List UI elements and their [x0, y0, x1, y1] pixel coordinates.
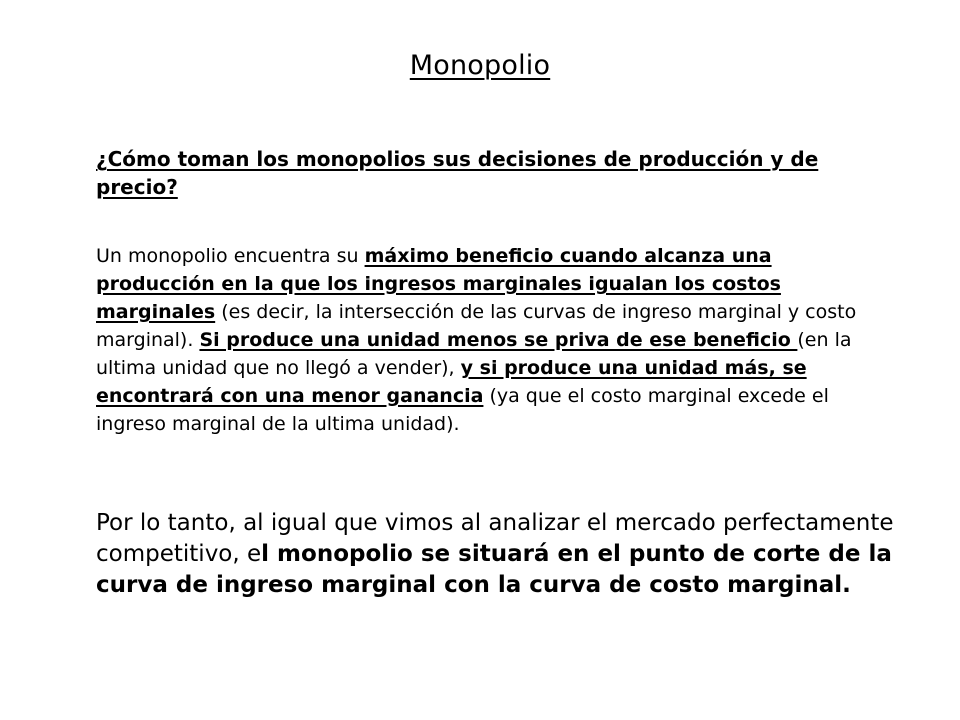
conclusion-paragraph: [96, 508, 896, 601]
slide-title: Monopolio: [409, 50, 551, 81]
text-span: (en la ultima unidad que no llegó a vender),: [96, 329, 852, 379]
emphasis-conclusion: l monopolio se situará en el punto de corte de la curva de ingreso marginal con la curva de costo marginal.: [96, 541, 892, 598]
text-span: (ya que el costo marginal excede el ingreso marginal de la ultima unidad).: [96, 385, 829, 435]
text-span: Un monopolio encuentra su: [96, 245, 365, 267]
text-span: (es decir, la intersección de las curvas de ingreso marginal y costo marginal).: [96, 301, 857, 351]
emphasis-max-profit: máximo beneficio cuando alcanza una producción en la que los ingresos marginales igualan los costos marginales: [96, 245, 781, 323]
emphasis-one-more-unit: y si produce una unidad más, se encontrará con una menor ganancia: [96, 357, 807, 407]
question-heading: ¿Cómo toman los monopolios sus decisiones de producción y de precio?: [96, 147, 819, 199]
explanation-paragraph: [96, 242, 886, 438]
emphasis-one-less-unit: Si produce una unidad menos se priva de ese beneficio: [199, 329, 798, 351]
text-span: Por lo tanto, al igual que vimos al analizar el mercado perfectamente competitivo, e: [96, 510, 894, 567]
